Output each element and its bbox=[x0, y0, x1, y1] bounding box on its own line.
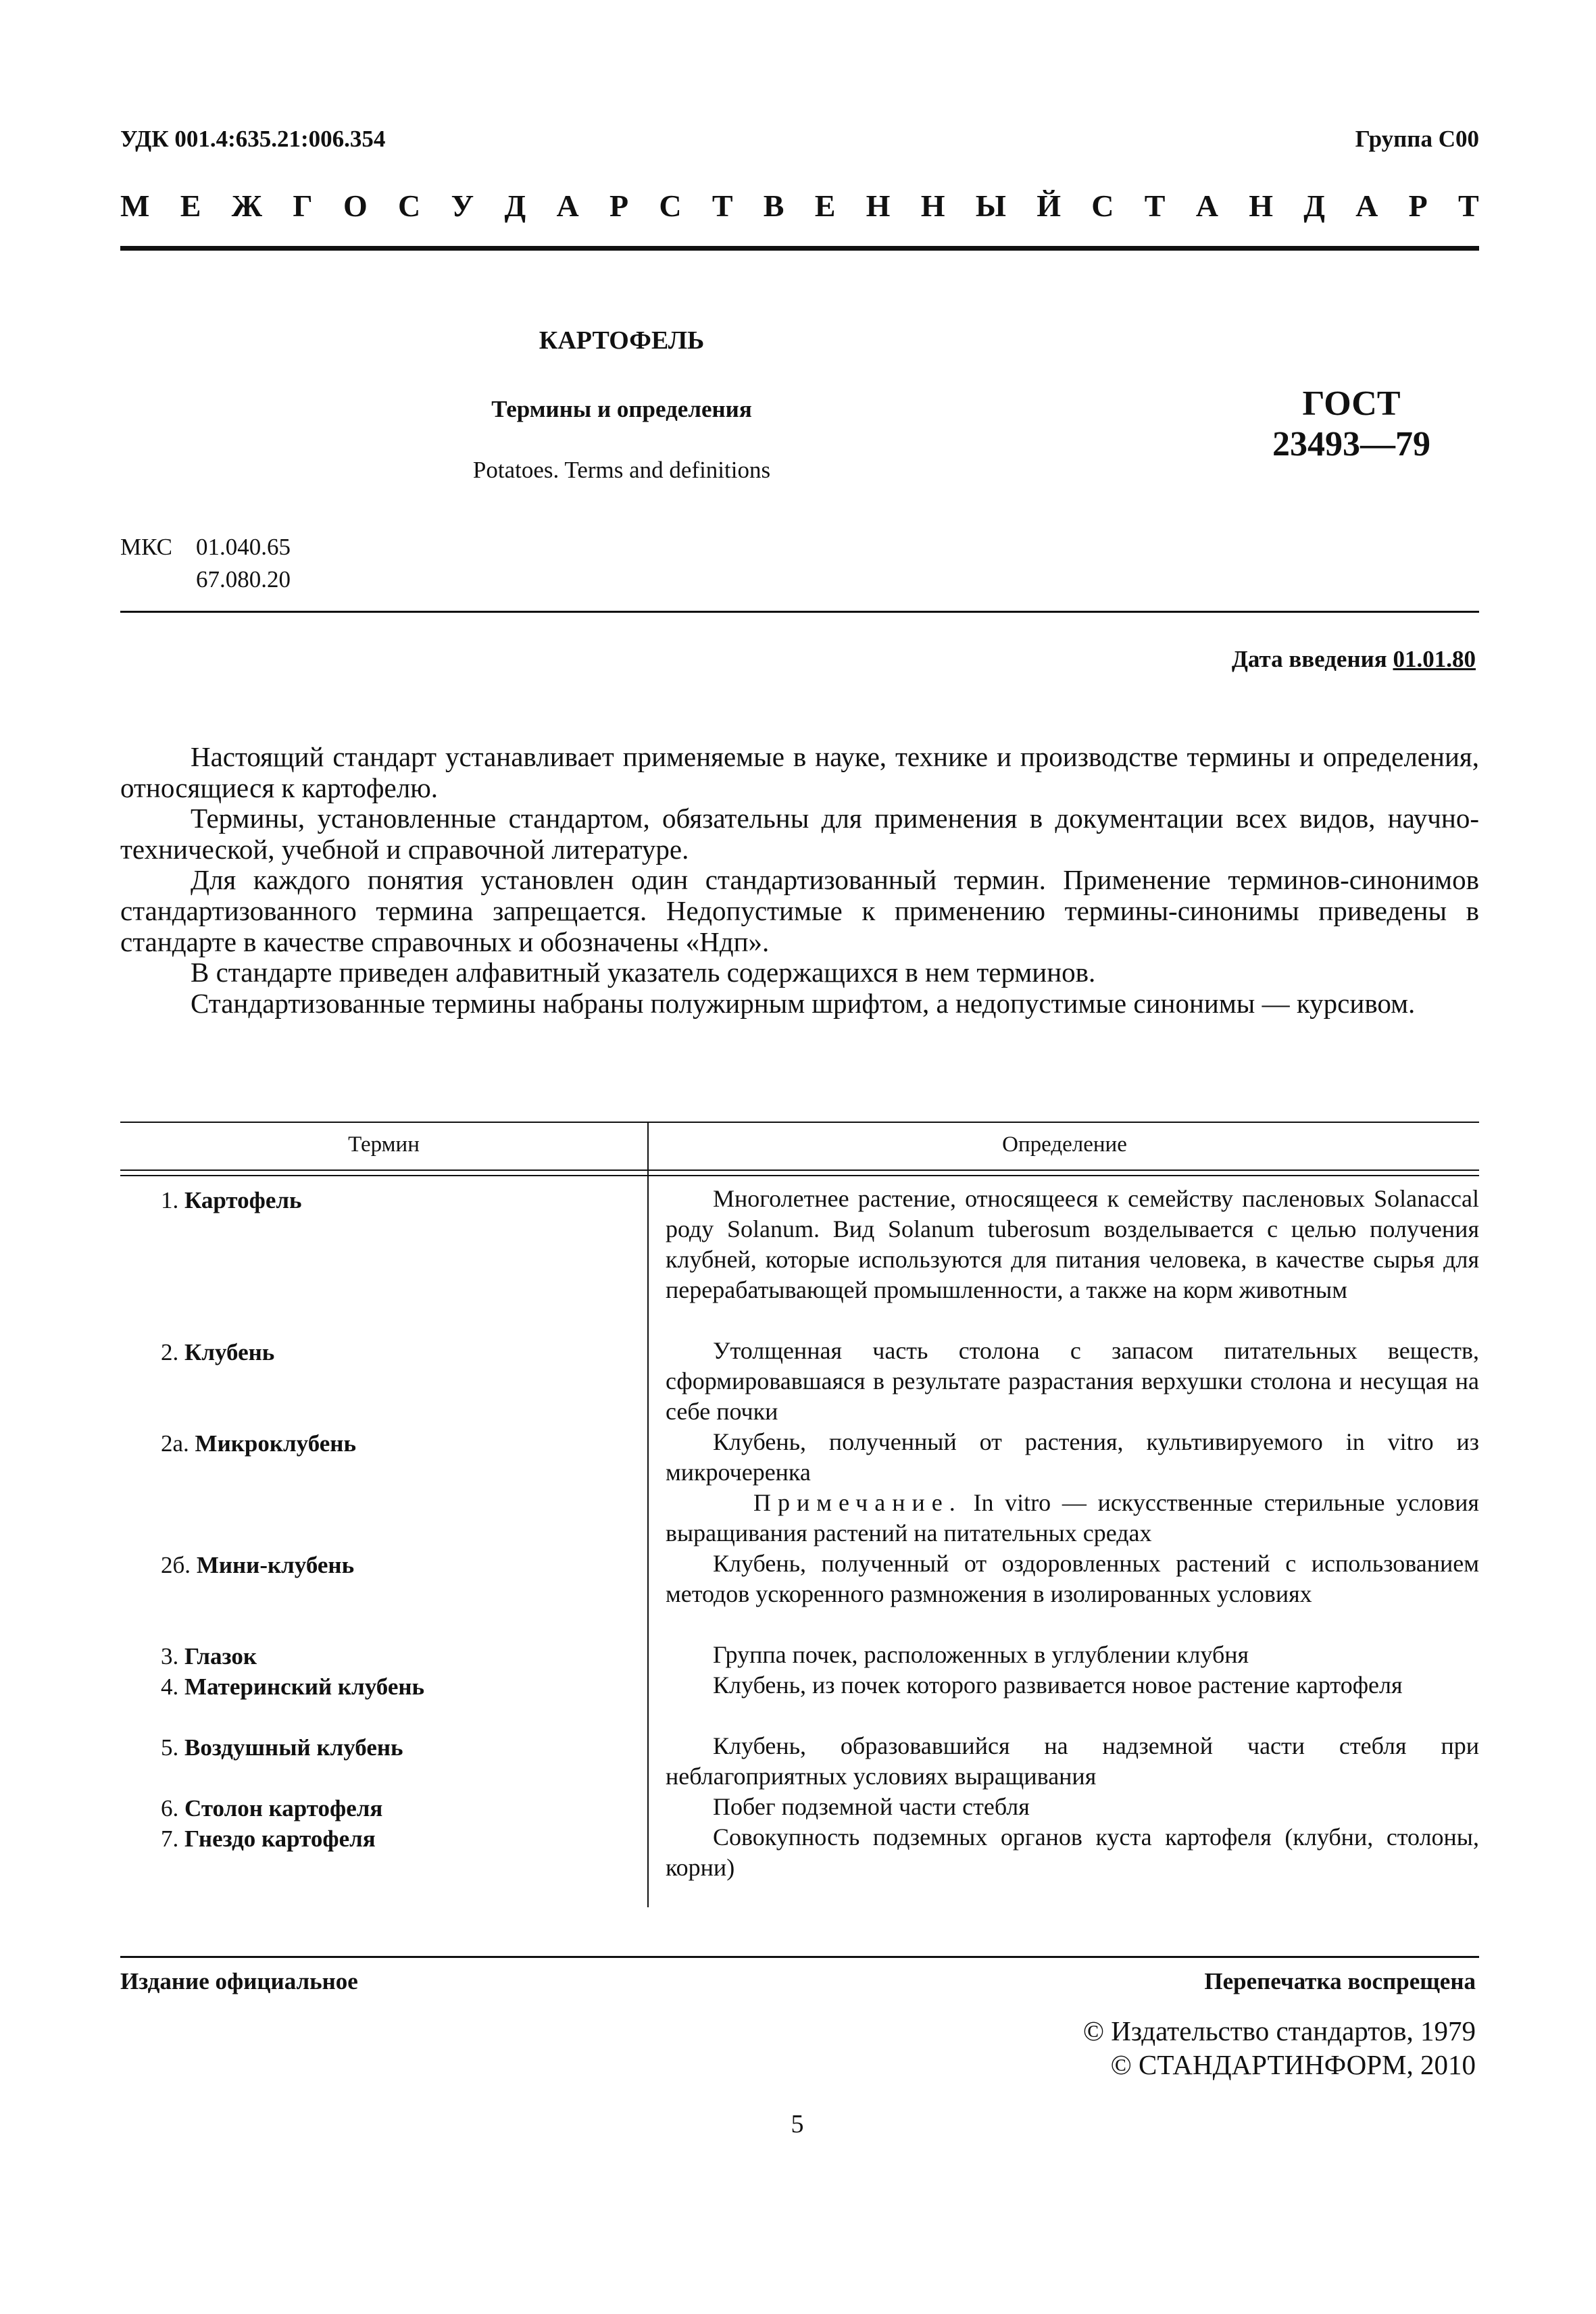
heading-letter: Н bbox=[866, 188, 891, 223]
term-number: 7. bbox=[161, 1826, 179, 1852]
udk-code: УДК 001.4:635.21:006.354 bbox=[120, 126, 386, 152]
term-entry bbox=[161, 1795, 382, 1822]
term-name: Клубень bbox=[184, 1339, 275, 1365]
document-title: КАРТОФЕЛЬ bbox=[539, 326, 705, 355]
definition-text: Утолщенная часть столона с запасом питательных веществ, сформировавшаяся в результате разрастания верхушки столона и несущая на себе почки bbox=[666, 1337, 1479, 1425]
definition-text: Клубень, полученный от оздоровленных растений с использованием методов ускоренного размножения в изолированных условиях bbox=[666, 1550, 1479, 1607]
definition-text: Многолетнее растение, относящееся к семейству пасленовых Solanaccal роду Solanum. Вид Solanum tuberosum возделывается с целью получения клубней, которые используются для питания человека, в качестве сырья для перерабатывающей промышленности, а также на корм животным bbox=[666, 1185, 1479, 1303]
term-number: 2а. bbox=[161, 1430, 189, 1457]
official-edition-note: Издание официальное bbox=[120, 1968, 358, 1994]
english-title: Potatoes. Terms and definitions bbox=[472, 457, 771, 483]
definition-note bbox=[666, 1488, 1479, 1549]
term-name: Гнездо картофеля bbox=[184, 1826, 376, 1852]
heading-letter: Т bbox=[712, 188, 733, 223]
table-column-divider bbox=[647, 1122, 649, 1907]
term-entry bbox=[161, 1674, 424, 1701]
mks-code: 67.080.20 bbox=[196, 566, 291, 593]
term-definition bbox=[666, 1731, 1479, 1792]
heading-letter: С bbox=[659, 188, 682, 223]
column-header-definition: Определение bbox=[1002, 1132, 1127, 1157]
definition-text: Побег подземной части стебля bbox=[713, 1793, 1030, 1820]
document-subtitle: Термины и определения bbox=[491, 396, 752, 422]
copyright-line: © СТАНДАРТИНФОРМ, 2010 bbox=[1110, 2049, 1476, 2080]
term-definition bbox=[666, 1549, 1479, 1609]
definition-text: Клубень, образовавшийся на надземной части стебля при неблагоприятных условиях выращивания bbox=[666, 1732, 1479, 1790]
group-code: Группа С00 bbox=[1355, 126, 1479, 152]
term-number: 3. bbox=[161, 1643, 179, 1669]
table-top-rule bbox=[120, 1122, 1479, 1123]
heading-letter: В bbox=[763, 188, 784, 223]
heading-letter: Р bbox=[1408, 188, 1428, 223]
term-entry bbox=[161, 1552, 354, 1579]
date-label: Дата введения bbox=[1231, 646, 1387, 672]
heading-letter: Е bbox=[814, 188, 836, 223]
term-definition bbox=[666, 1670, 1479, 1701]
term-entry bbox=[161, 1430, 356, 1457]
heading-letter: М bbox=[120, 188, 150, 223]
copyright-line: © Издательство стандартов, 1979 bbox=[1082, 2015, 1476, 2046]
introduction-text bbox=[120, 742, 1479, 1019]
definition-text: Совокупность подземных органов куста картофеля (клубни, столоны, корни) bbox=[666, 1823, 1479, 1881]
term-name: Микроклубень bbox=[195, 1430, 356, 1457]
term-number: 6. bbox=[161, 1795, 179, 1821]
term-name: Мини-клубень bbox=[196, 1552, 355, 1578]
heading-letter: Н bbox=[920, 188, 945, 223]
term-entry bbox=[161, 1187, 302, 1214]
note-label: Примечание. bbox=[753, 1489, 962, 1516]
note-text: In vitro — искусственные стерильные условия выращивания растений на питательных средах bbox=[666, 1489, 1479, 1546]
table-header-rule bbox=[120, 1175, 1479, 1176]
gost-label: ГОСТ bbox=[1302, 384, 1401, 423]
term-name: Воздушный клубень bbox=[184, 1734, 403, 1761]
definition-text: Клубень, полученный от растения, культивируемого in vitro из микрочеренка bbox=[666, 1428, 1479, 1486]
heading-letter: Ы bbox=[975, 188, 1006, 223]
term-definition bbox=[666, 1640, 1479, 1670]
heading-letter: Ж bbox=[231, 188, 263, 223]
term-number: 4. bbox=[161, 1674, 179, 1700]
column-header-term: Термин bbox=[348, 1132, 420, 1157]
heading-letter: Г bbox=[293, 188, 313, 223]
footer-rule bbox=[120, 1956, 1479, 1958]
page-number: 5 bbox=[791, 2110, 804, 2138]
term-name: Материнский клубень bbox=[184, 1674, 425, 1700]
header-thick-rule bbox=[120, 246, 1479, 251]
heading-letter: Н bbox=[1249, 188, 1273, 223]
title-rule bbox=[120, 611, 1479, 613]
term-entry bbox=[161, 1734, 403, 1761]
heading-letter: Д bbox=[504, 188, 526, 223]
term-definition bbox=[666, 1822, 1479, 1883]
term-name: Столон картофеля bbox=[184, 1795, 383, 1821]
heading-letter: Р bbox=[609, 188, 629, 223]
term-number: 5. bbox=[161, 1734, 179, 1761]
heading-letter: У bbox=[451, 188, 474, 223]
intro-paragraph: Для каждого понятия установлен один стандартизованный термин. Применение терминов-синонимов стандартизованного термина запрещается. Недопустимые к применению термины-синонимы приведены в стандарте в качестве справочных и обозначены «Ндп». bbox=[120, 864, 1479, 957]
term-definition bbox=[666, 1427, 1479, 1549]
heading-letter: А bbox=[1355, 188, 1378, 223]
definition-text: Группа почек, расположенных в углублении клубня bbox=[713, 1641, 1249, 1668]
intro-paragraph: В стандарте приведен алфавитный указатель содержащихся в нем терминов. bbox=[191, 957, 1096, 988]
heading-letter: С bbox=[397, 188, 421, 223]
heading-letter: Т bbox=[1144, 188, 1166, 223]
term-definition bbox=[666, 1792, 1479, 1822]
term-definition bbox=[666, 1184, 1479, 1305]
term-entry bbox=[161, 1826, 376, 1853]
term-name: Картофель bbox=[184, 1187, 302, 1213]
term-number: 2б. bbox=[161, 1552, 191, 1578]
heading-letter: А bbox=[1195, 188, 1218, 223]
interstate-standard-heading bbox=[120, 188, 1479, 224]
intro-paragraph: Термины, установленные стандартом, обязательны для применения в документации всех видов, научно-технической, учебной и справочной литературе. bbox=[120, 803, 1479, 865]
reprint-prohibited-note: Перепечатка воспрещена bbox=[1204, 1968, 1476, 1994]
heading-letter: Т bbox=[1458, 188, 1479, 223]
introduction-date bbox=[1232, 646, 1476, 673]
heading-letter: Й bbox=[1037, 188, 1061, 223]
heading-letter: О bbox=[343, 188, 368, 223]
intro-paragraph: Стандартизованные термины набраны полужирным шрифтом, а недопустимые синонимы — курсивом. bbox=[191, 987, 1416, 1019]
table-header-rule bbox=[120, 1169, 1479, 1171]
term-number: 1. bbox=[161, 1187, 179, 1213]
term-number: 2. bbox=[161, 1339, 179, 1365]
heading-letter: А bbox=[556, 188, 579, 223]
gost-number: 23493—79 bbox=[1272, 425, 1430, 463]
date-value: 01.01.80 bbox=[1393, 646, 1476, 672]
definition-text: Клубень, из почек которого развивается новое растение картофеля bbox=[713, 1671, 1403, 1699]
term-entry bbox=[161, 1643, 257, 1670]
intro-paragraph: Настоящий стандарт устанавливает применяемые в науке, технике и производстве термины и определения, относящиеся к картофелю. bbox=[120, 741, 1479, 803]
term-definition bbox=[666, 1336, 1479, 1427]
heading-letter: С bbox=[1091, 188, 1114, 223]
term-entry bbox=[161, 1339, 274, 1366]
heading-letter: Д bbox=[1303, 188, 1325, 223]
mks-label: МКС bbox=[120, 534, 172, 560]
mks-code: 01.040.65 bbox=[196, 534, 291, 560]
term-name: Глазок bbox=[184, 1643, 257, 1669]
heading-letter: Е bbox=[180, 188, 201, 223]
